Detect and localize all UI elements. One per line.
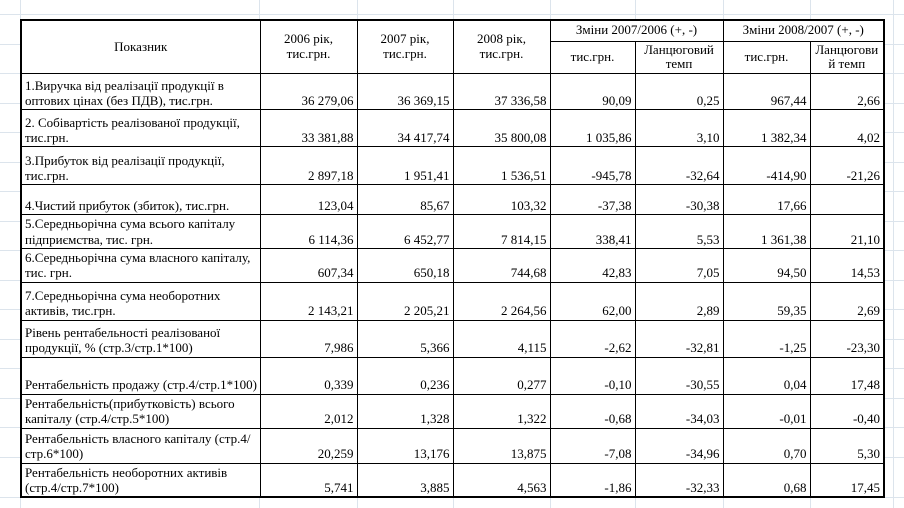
cell-value[interactable]: -414,90	[723, 147, 810, 185]
cell-value[interactable]: 1 035,86	[550, 110, 635, 147]
cell-value[interactable]: 7,986	[260, 320, 357, 357]
cell-value[interactable]: 90,09	[550, 74, 635, 110]
header-change2-thousands[interactable]: тис.грн.	[723, 41, 810, 74]
header-year-2006[interactable]: 2006 рік, тис.грн.	[260, 20, 357, 74]
header-indicator[interactable]: Показник	[21, 20, 260, 74]
cell-value[interactable]: 2,012	[260, 394, 357, 428]
cell-value[interactable]: 13,875	[453, 428, 550, 463]
cell-value[interactable]: 1 951,41	[357, 147, 453, 185]
cell-value[interactable]: 59,35	[723, 282, 810, 320]
row-label[interactable]: 7.Середньорічна сума необоротних активів, тис.грн.	[21, 282, 260, 320]
cell-value[interactable]: 33 381,88	[260, 110, 357, 147]
row-label[interactable]: 4.Чистий прибуток (збиток), тис.грн.	[21, 185, 260, 215]
cell-value[interactable]: 5,366	[357, 320, 453, 357]
cell-value[interactable]: 2 264,56	[453, 282, 550, 320]
cell-value[interactable]: 2 897,18	[260, 147, 357, 185]
cell-value[interactable]: 36 369,15	[357, 74, 453, 110]
cell-value[interactable]: 0,70	[723, 428, 810, 463]
cell-value[interactable]: -0,01	[723, 394, 810, 428]
cell-value[interactable]: 1,322	[453, 394, 550, 428]
cell-value[interactable]: -0,40	[810, 394, 884, 428]
cell-value[interactable]: 17,45	[810, 463, 884, 497]
row-label[interactable]: 1.Виручка від реалізації продукції в оптових цінах (без ПДВ), тис.грн.	[21, 74, 260, 110]
cell-value[interactable]: -1,86	[550, 463, 635, 497]
row-label[interactable]: 2. Собівартість реалізованої продукції, тис.грн.	[21, 110, 260, 147]
cell-value[interactable]: -0,10	[550, 357, 635, 394]
header-change-2008-2007[interactable]: Зміни 2008/2007 (+, -)	[723, 20, 884, 41]
header-change1-chain-rate[interactable]: Ланцюговий темп	[635, 41, 723, 74]
cell-value[interactable]: -23,30	[810, 320, 884, 357]
cell-value[interactable]: 967,44	[723, 74, 810, 110]
table-row	[21, 185, 884, 215]
cell-value[interactable]: 37 336,58	[453, 74, 550, 110]
cell-value[interactable]: 4,02	[810, 110, 884, 147]
table-row	[21, 357, 884, 394]
cell-value[interactable]: -32,64	[635, 147, 723, 185]
cell-value[interactable]: -30,38	[635, 185, 723, 215]
cell-value[interactable]: 14,53	[810, 249, 884, 283]
row-label[interactable]: Рентабельність необоротних активів (стр.4/стр.7*100)	[21, 463, 260, 497]
cell-value[interactable]: 4,563	[453, 463, 550, 497]
cell-value[interactable]: 607,34	[260, 249, 357, 283]
cell-value[interactable]: 21,10	[810, 215, 884, 249]
table-row	[21, 394, 884, 428]
row-label[interactable]: Рентабельність власного капіталу (стр.4/стр.6*100)	[21, 428, 260, 463]
cell-value[interactable]: 0,68	[723, 463, 810, 497]
cell-value[interactable]: 85,67	[357, 185, 453, 215]
row-label[interactable]: Рентабельність продажу (стр.4/стр.1*100)	[21, 357, 260, 394]
cell-value[interactable]: 7 814,15	[453, 215, 550, 249]
cell-value[interactable]: -30,55	[635, 357, 723, 394]
cell-value[interactable]: 0,04	[723, 357, 810, 394]
cell-value[interactable]: 2 205,21	[357, 282, 453, 320]
row-label[interactable]: 6.Середньорічна сума власного капіталу, тис. грн.	[21, 249, 260, 283]
cell-value[interactable]: -0,68	[550, 394, 635, 428]
cell-value[interactable]: 123,04	[260, 185, 357, 215]
cell-value[interactable]: 1 536,51	[453, 147, 550, 185]
cell-value[interactable]: 0,339	[260, 357, 357, 394]
cell-value[interactable]: 13,176	[357, 428, 453, 463]
header-change-2007-2006[interactable]: Зміни 2007/2006 (+, -)	[550, 20, 723, 41]
cell-value[interactable]: 0,277	[453, 357, 550, 394]
table-row	[21, 110, 884, 147]
cell-value[interactable]	[810, 185, 884, 215]
gridline	[893, 0, 894, 508]
cell-value[interactable]: 7,05	[635, 249, 723, 283]
cell-value[interactable]: 650,18	[357, 249, 453, 283]
gridline	[0, 14, 904, 15]
table-body	[21, 74, 884, 497]
row-label[interactable]: 5.Середньорічна сума всього капіталу підприємства, тис. грн.	[21, 215, 260, 249]
cell-value[interactable]: 338,41	[550, 215, 635, 249]
cell-value[interactable]: 20,259	[260, 428, 357, 463]
header-year-2008[interactable]: 2008 рік, тис.грн.	[453, 20, 550, 74]
cell-value[interactable]: -1,25	[723, 320, 810, 357]
cell-value[interactable]: -34,03	[635, 394, 723, 428]
table-row	[21, 463, 884, 497]
table-row	[21, 147, 884, 185]
cell-value[interactable]: 34 417,74	[357, 110, 453, 147]
table-row	[21, 320, 884, 357]
cell-value[interactable]: 94,50	[723, 249, 810, 283]
cell-value[interactable]: 1 361,38	[723, 215, 810, 249]
table-row	[21, 74, 884, 110]
cell-value[interactable]: 744,68	[453, 249, 550, 283]
cell-value[interactable]: -2,62	[550, 320, 635, 357]
table-row	[21, 282, 884, 320]
cell-value[interactable]: -21,26	[810, 147, 884, 185]
header-change2-chain-rate[interactable]: Ланцюгови й темп	[810, 41, 884, 74]
cell-value[interactable]: 17,48	[810, 357, 884, 394]
cell-value[interactable]: 2 143,21	[260, 282, 357, 320]
cell-value[interactable]: -945,78	[550, 147, 635, 185]
cell-value[interactable]: 35 800,08	[453, 110, 550, 147]
cell-value[interactable]: 1,328	[357, 394, 453, 428]
table-row	[21, 215, 884, 249]
row-label[interactable]: Рівень рентабельності реалізованої продукції, % (стр.3/стр.1*100)	[21, 320, 260, 357]
cell-value[interactable]: -32,33	[635, 463, 723, 497]
table-row	[21, 428, 884, 463]
header-year-2007[interactable]: 2007 рік, тис.грн.	[357, 20, 453, 74]
cell-value[interactable]: -37,38	[550, 185, 635, 215]
cell-value[interactable]: 6 114,36	[260, 215, 357, 249]
cell-value[interactable]: 3,885	[357, 463, 453, 497]
financial-indicators-table	[20, 19, 885, 498]
cell-value[interactable]: -7,08	[550, 428, 635, 463]
cell-value[interactable]: 5,741	[260, 463, 357, 497]
cell-value[interactable]: 103,32	[453, 185, 550, 215]
cell-value[interactable]: 3,10	[635, 110, 723, 147]
row-label[interactable]: 3.Прибуток від реалізації продукції, тис.грн.	[21, 147, 260, 185]
cell-value[interactable]: 62,00	[550, 282, 635, 320]
cell-value[interactable]: 0,25	[635, 74, 723, 110]
cell-value[interactable]: 5,30	[810, 428, 884, 463]
cell-value[interactable]: -34,96	[635, 428, 723, 463]
cell-value[interactable]: 5,53	[635, 215, 723, 249]
table-header	[21, 20, 884, 74]
cell-value[interactable]: 4,115	[453, 320, 550, 357]
cell-value[interactable]: 2,66	[810, 74, 884, 110]
cell-value[interactable]: 1 382,34	[723, 110, 810, 147]
cell-value[interactable]: 2,69	[810, 282, 884, 320]
cell-value[interactable]: 6 452,77	[357, 215, 453, 249]
table-row	[21, 249, 884, 283]
cell-value[interactable]: 17,66	[723, 185, 810, 215]
row-label[interactable]: Рентабельність(прибутковість) всього капіталу (стр.4/стр.5*100)	[21, 394, 260, 428]
header-change1-thousands[interactable]: тис.грн.	[550, 41, 635, 74]
cell-value[interactable]: 0,236	[357, 357, 453, 394]
cell-value[interactable]: 36 279,06	[260, 74, 357, 110]
cell-value[interactable]: 42,83	[550, 249, 635, 283]
cell-value[interactable]: 2,89	[635, 282, 723, 320]
cell-value[interactable]: -32,81	[635, 320, 723, 357]
